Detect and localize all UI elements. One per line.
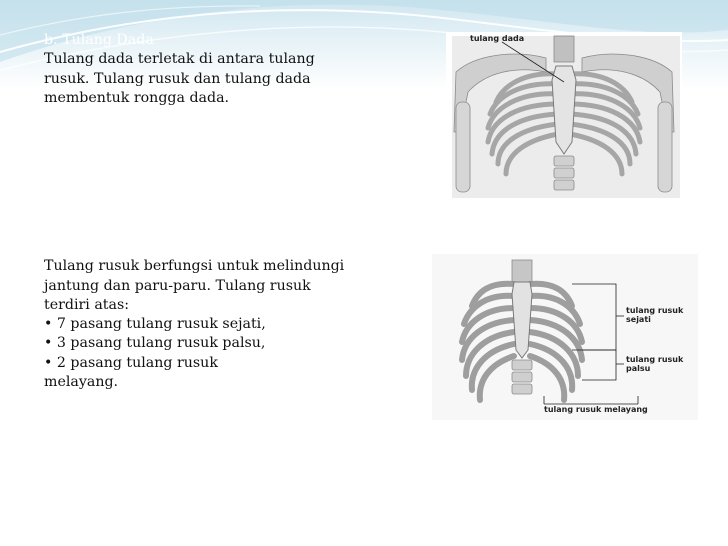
false-ribs-label-line2: palsu — [626, 364, 651, 373]
sternum-figure — [446, 32, 682, 200]
section-c-line: melayang. — [44, 374, 119, 391]
section-b-line: Tulang dada terletak di antara tulang — [44, 51, 315, 68]
true-ribs-label-line2: sejati — [626, 315, 651, 324]
section-b-line: membentuk rongga dada. — [44, 89, 230, 106]
floating-ribs-label: tulang rusuk melayang — [544, 405, 648, 414]
section-c-line: • 2 pasang tulang rusuk — [44, 354, 218, 371]
section-b-line: rusuk. Tulang rusuk dan tulang dada — [44, 70, 311, 87]
section-c-text — [44, 238, 384, 392]
section-b-heading: b. Tulang Dada — [44, 32, 154, 48]
section-c-line: • 7 pasang tulang rusuk sejati, — [44, 316, 266, 333]
section-c-line: Tulang rusuk berfungsi untuk melindungi — [44, 258, 345, 275]
true-ribs-label-line1: tulang rusuk — [626, 306, 684, 315]
section-c-line: terdiri atas: — [44, 296, 130, 313]
section-c-line: • 3 pasang tulang rusuk palsu, — [44, 335, 266, 352]
section-b-text — [44, 31, 384, 108]
sternum-label: tulang dada — [470, 34, 525, 43]
section-c-heading: c. Tulang Rusuk — [44, 239, 161, 255]
ribcage-illustration — [446, 32, 682, 200]
ribs-figure — [432, 254, 698, 420]
false-ribs-label-line1: tulang rusuk — [626, 355, 684, 364]
ribcage-types-illustration — [432, 254, 698, 420]
section-c-line: jantung dan paru-paru. Tulang rusuk — [44, 277, 311, 294]
